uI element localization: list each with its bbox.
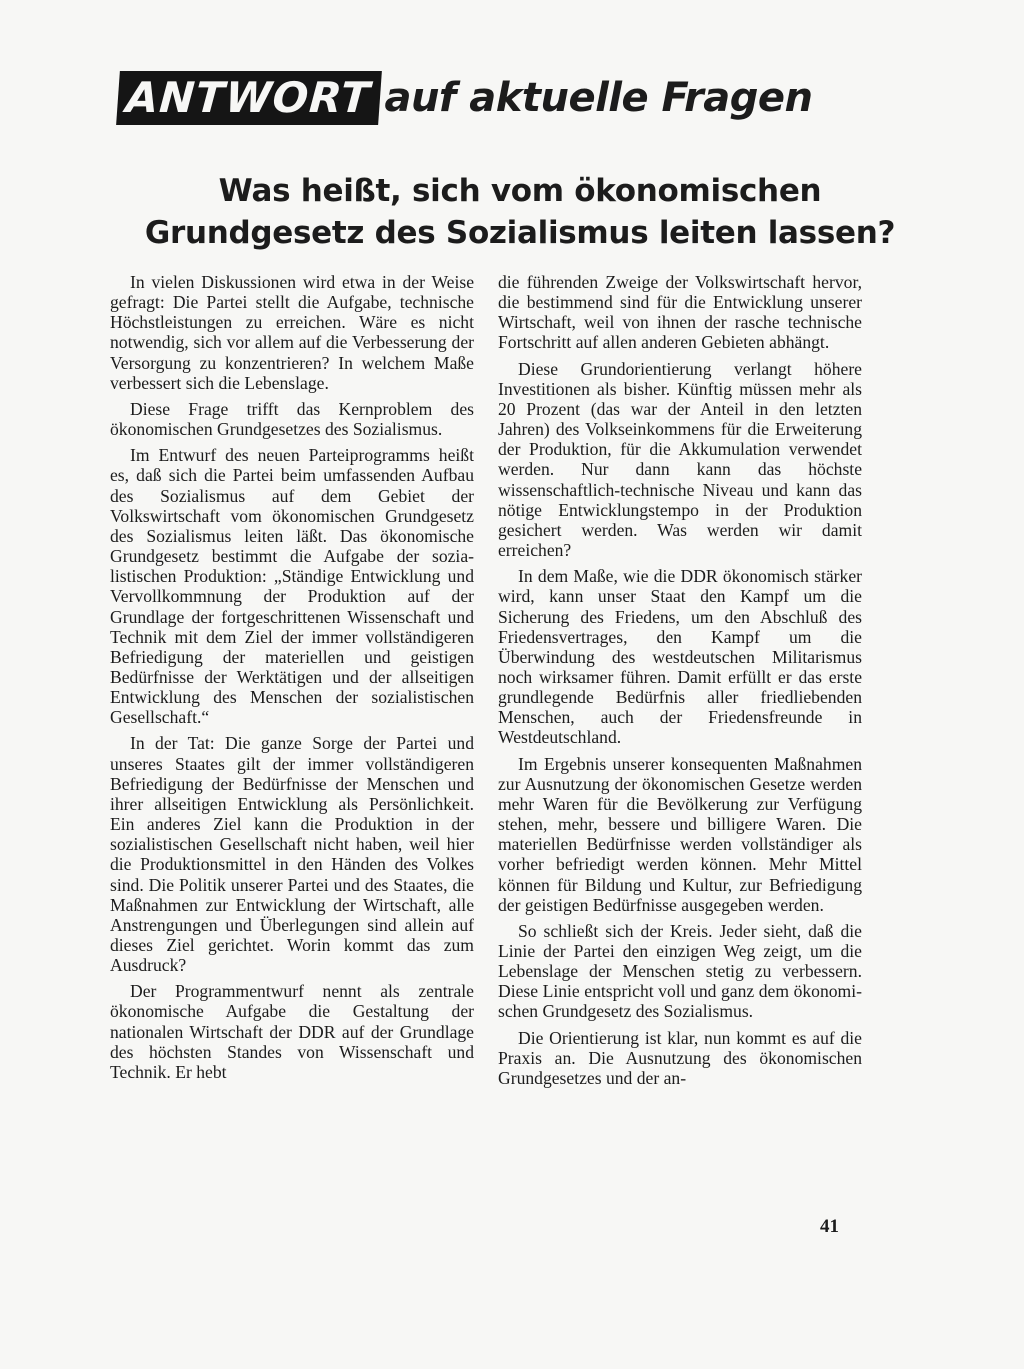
- paragraph: So schließt sich der Kreis. Jeder sieht, daß die Linie der Partei den einzigen Weg zeigt, um die Lebenslage der Menschen stetig zu verbessern. Diese Linie entspricht voll und ganz dem ökonomischen Grundgesetz des Sozialismus.: [498, 920, 862, 1022]
- section-header-label: auf aktuelle Fragen: [384, 75, 813, 121]
- article-title-line-2: Grundgesetz des Sozialismus leiten lassen?: [144, 215, 896, 251]
- paragraph: Im Entwurf des neuen Parteiprogramms heißt es, daß sich die Partei beim umfassenden Aufbau des Sozialismus auf dem Gebiet der Volkswirtschaft vom ökonomischen Grundgesetz des Sozialismus leiten läßt. Das ökonomische Grundgesetz bestimmt die Aufgabe der sozialistischen Produktion: „Ständige Entwicklung und Vervollkommnung der Produktion auf der Grundlage der fortgeschrittenen Wissenschaft und Technik mit dem Ziel der immer vollständigeren Befriedigung der materiellen und geistigen Bedürfnisse der Werktätigen und der allseitigen Entwicklung des Menschen der sozialistischen Gesellschaft.“: [110, 445, 474, 728]
- paragraph: In der Tat: Die ganze Sorge der Partei und unseres Staates gilt der immer vollständigeren Befriedigung der Bedürfnisse der Menschen und ihrer allseitigen Entwicklung als Persönlichkeit. Ein anderes Ziel kann die Produktion in der sozialistischen Gesellschaft nicht haben, weil hier die Produktionsmittel in den Händen des Volkes sind. Die Politik unserer Partei und des Staates, die Maßnahmen zur Entwicklung der Wirtschaft, alle Anstrengungen und Überlegungen sind allein auf dieses Ziel gerichtet. Worin kommt das zum Ausdruck?: [110, 733, 474, 976]
- paragraph: Die Orientierung ist klar, nun kommt es auf die Praxis an. Die Ausnutzung des ökonomischen Grundgesetzes und der an-: [498, 1027, 862, 1088]
- paragraph: Diese Frage trifft das Kernproblem des ökonomischen Grundgesetzes des Sozialismus.: [110, 398, 474, 440]
- paragraph: die führenden Zweige der Volkswirtschaft hervor, die bestimmend sind für die Entwicklung unserer Wirtschaft, weil von ihnen der rasche technische Fortschritt auf allen anderen Gebieten abhängt.: [498, 272, 862, 353]
- article-title: [120, 170, 920, 254]
- paragraph: Diese Grundorientierung verlangt höhere Investitionen als bisher. Künftig müssen mehr als 20 Prozent (das war der Anteil in den letzten Jahren) des Volkseinkommens für die Erweiterung der Produktion, für die Akkumulation verwendet werden. Nur dann kann das höchste wissenschaftlich-technische Niveau und kann das nötige Entwicklungstempo in der Produktion gesichert werden. Was werden wir damit erreichen?: [498, 358, 862, 561]
- paragraph: In dem Maße, wie die DDR ökonomisch stärker wird, kann unser Staat den Kampf um die Sicherung des Friedens, um den Abschluß des Friedensvertrages, den Kampf um die Überwindung des westdeutschen Militarismus noch wirksamer führen. Damit erfüllt er das erste grundlegende Bedürfnis aller friedliebenden Menschen, auch der Friedensfreunde in Westdeutschland.: [498, 566, 862, 748]
- paragraph: Im Ergebnis unserer konsequenten Maßnahmen zur Ausnutzung der ökonomischen Gesetze werden mehr Waren für die Bevölkerung zur Verfügung stehen, mehr, bessere und billigere Waren. Die materiellen Bedürfnisse werden vollständiger als vorher befriedigt werden können. Mehr Mittel können für Bildung und Kultur, zur Befriedigung der geistigen Bedürfnisse ausgegeben werden.: [498, 753, 862, 915]
- right-column: [498, 272, 862, 1094]
- paragraph: In vielen Diskussionen wird etwa in der Weise gefragt: Die Partei stellt die Aufgabe, technische Höchstleistungen zu erreichen. Wäre es nicht notwendig, sich vor allem auf die Verbesserung der Versorgung zu konzentrieren? In welchem Maße verbessert sich die Lebenslage.: [110, 272, 474, 393]
- section-header-boxed-label: ANTWORT: [116, 71, 382, 125]
- article-title-line-1: Was heißt, sich vom ökonomischen: [218, 173, 822, 209]
- left-column: [110, 272, 474, 1088]
- paragraph: Der Programmentwurf nennt als zentrale ökonomische Aufgabe die Gestaltung der nationalen Wirtschaft der DDR auf der Grundlage des höchsten Standes von Wissenschaft und Technik. Er hebt: [110, 981, 474, 1082]
- page-number: 41: [820, 1216, 839, 1237]
- section-header: [118, 68, 812, 128]
